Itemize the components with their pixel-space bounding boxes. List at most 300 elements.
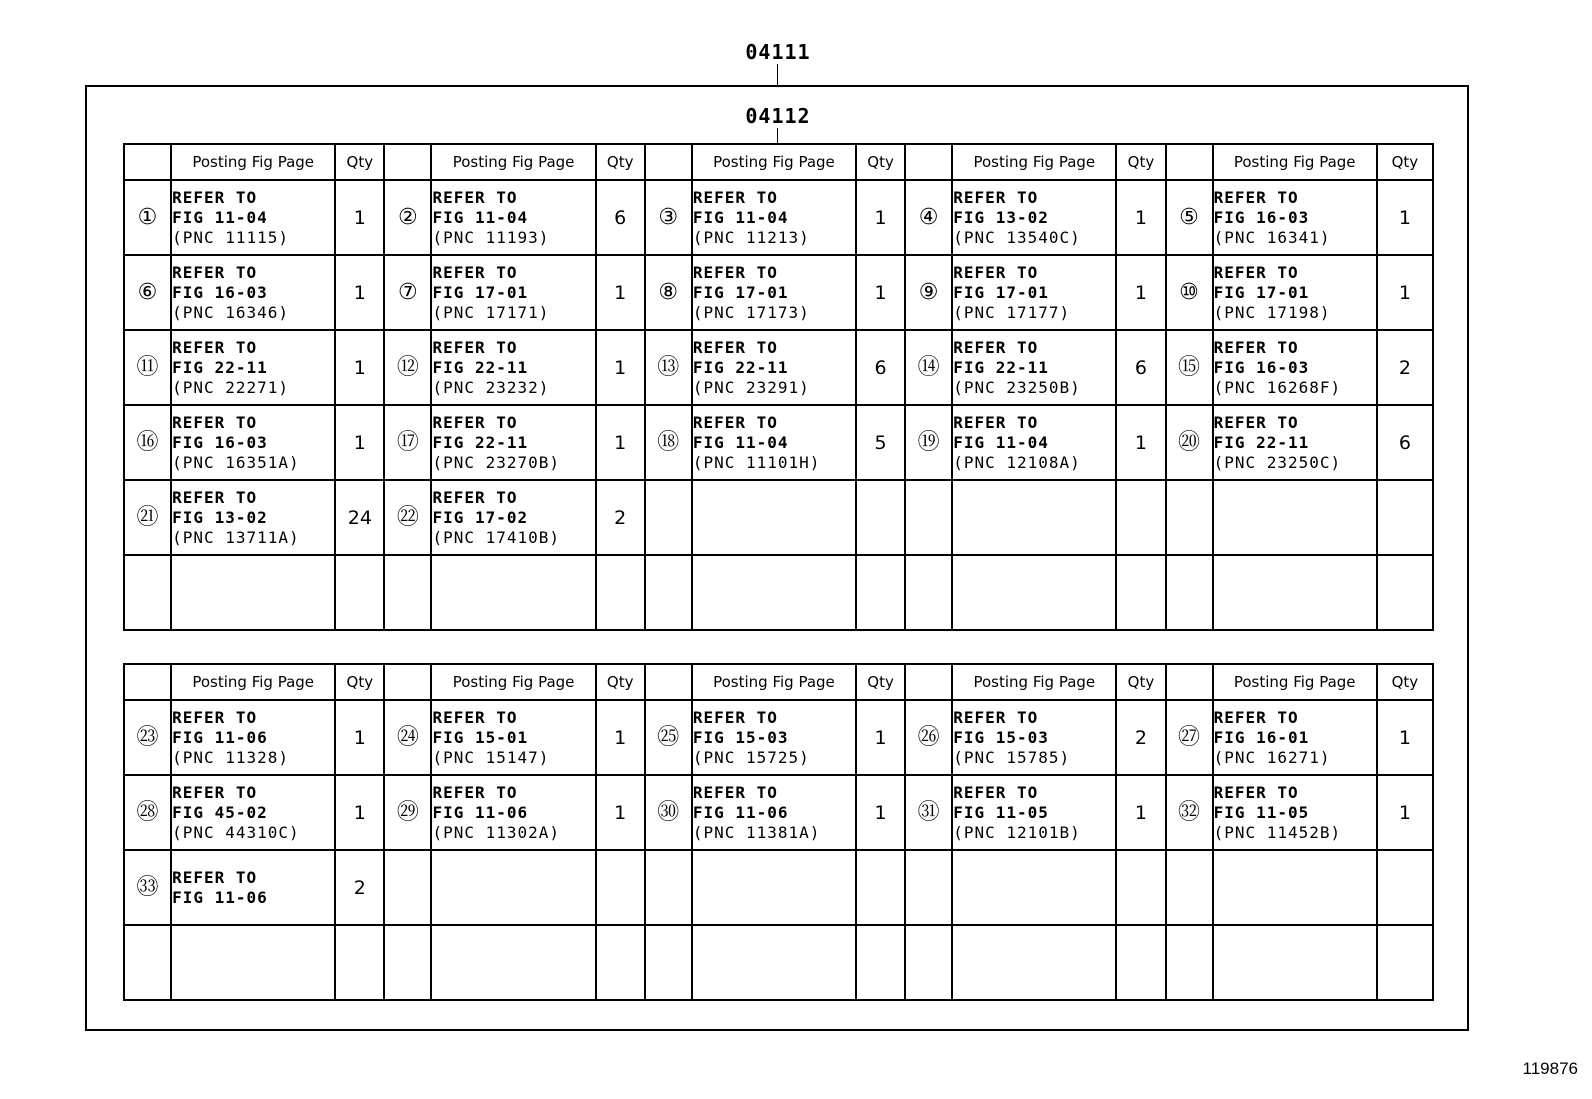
- pnc-reference: (PNC 11381A): [692, 822, 821, 842]
- fig-reference: FIG 22-11: [432, 432, 529, 452]
- item-number-cell: [384, 555, 431, 630]
- refer-to-text: REFER TO: [1213, 337, 1299, 357]
- refer-to-text: REFER TO: [1213, 412, 1299, 432]
- item-qty-cell: 1: [596, 255, 645, 330]
- item-reference-cell: [952, 480, 1116, 555]
- item-qty-cell: 1: [1116, 405, 1165, 480]
- item-number-cell: [1166, 405, 1213, 480]
- refer-to-text: REFER TO: [692, 782, 778, 802]
- table-row: [124, 405, 1433, 480]
- item-reference-cell: [1213, 405, 1377, 480]
- item-reference-cell: [952, 700, 1116, 775]
- header-num-cell: [1166, 664, 1213, 700]
- item-reference-cell: [171, 700, 335, 775]
- item-number-badge: ⑥: [137, 279, 158, 305]
- fig-reference: FIG 17-01: [432, 282, 529, 302]
- item-reference-cell: [692, 480, 856, 555]
- fig-reference: FIG 15-01: [432, 727, 529, 747]
- item-qty-cell: 2: [1377, 330, 1433, 405]
- fig-reference: FIG 17-01: [1213, 282, 1310, 302]
- item-reference-cell: [431, 700, 595, 775]
- fig-reference: FIG 11-06: [172, 887, 268, 907]
- fig-reference: FIG 15-03: [692, 727, 789, 747]
- item-qty-cell: 1: [856, 775, 905, 850]
- item-number-badge: ⑳: [1178, 429, 1201, 455]
- item-number-badge: ㉖: [917, 724, 940, 750]
- item-number-cell: [384, 925, 431, 1000]
- header-ref-cell: Posting Fig Page: [171, 144, 335, 180]
- fig-reference: FIG 11-06: [172, 727, 268, 747]
- fig-reference: FIG 17-02: [432, 507, 529, 527]
- refer-to-text: REFER TO: [692, 337, 778, 357]
- pnc-reference: (PNC 15147): [432, 747, 550, 767]
- fig-reference: FIG 16-03: [1213, 357, 1310, 377]
- item-qty-cell: 1: [856, 255, 905, 330]
- item-reference-cell: [692, 405, 856, 480]
- header-ref-cell: Posting Fig Page: [431, 664, 595, 700]
- pnc-reference: (PNC 15785): [953, 747, 1071, 767]
- item-reference-cell: [171, 925, 335, 1000]
- header-qty-cell: Qty: [1116, 664, 1165, 700]
- item-number-cell: [1166, 255, 1213, 330]
- pnc-reference: (PNC 11193): [432, 227, 550, 247]
- item-number-cell: [1166, 555, 1213, 630]
- fig-reference: FIG 11-04: [172, 207, 268, 227]
- fig-reference: FIG 22-11: [1213, 432, 1310, 452]
- item-number-cell: [905, 555, 952, 630]
- pnc-reference: (PNC 12101B): [953, 822, 1081, 842]
- refer-to-text: REFER TO: [172, 262, 258, 282]
- refer-to-text: REFER TO: [432, 262, 518, 282]
- item-qty-cell: [1377, 850, 1433, 925]
- pnc-reference: (PNC 11115): [172, 227, 290, 247]
- fig-reference: FIG 11-04: [692, 207, 789, 227]
- item-number-cell: [124, 330, 171, 405]
- item-number-badge: ⑰: [396, 429, 419, 455]
- fig-reference: FIG 22-11: [172, 357, 268, 377]
- refer-to-text: REFER TO: [953, 412, 1039, 432]
- item-qty-cell: [596, 850, 645, 925]
- item-number-badge: ⑤: [1179, 204, 1199, 230]
- item-number-cell: [124, 255, 171, 330]
- item-qty-cell: 2: [596, 480, 645, 555]
- refer-to-text: REFER TO: [953, 262, 1039, 282]
- item-number-badge: ㉓: [136, 724, 159, 750]
- item-number-cell: [905, 180, 952, 255]
- item-reference-cell: [692, 555, 856, 630]
- header-ref-cell: Posting Fig Page: [692, 144, 856, 180]
- item-number-cell: [124, 700, 171, 775]
- item-number-cell: [905, 775, 952, 850]
- table-row: [124, 330, 1433, 405]
- item-number-cell: [905, 330, 952, 405]
- item-reference-cell: [1213, 180, 1377, 255]
- fig-reference: FIG 15-03: [953, 727, 1049, 747]
- item-number-cell: [905, 850, 952, 925]
- subassembly-code-label: 04112: [745, 104, 811, 128]
- fig-reference: FIG 22-11: [432, 357, 529, 377]
- refer-to-text: REFER TO: [172, 867, 258, 887]
- item-reference-cell: [952, 555, 1116, 630]
- parts-reference-table-2: [123, 663, 1434, 1001]
- refer-to-text: REFER TO: [692, 262, 778, 282]
- header-ref-cell: Posting Fig Page: [1213, 144, 1377, 180]
- header-num-cell: [645, 664, 692, 700]
- item-qty-cell: 1: [1116, 775, 1165, 850]
- header-qty-cell: Qty: [596, 664, 645, 700]
- refer-to-text: REFER TO: [1213, 262, 1299, 282]
- item-number-badge: ㉕: [657, 724, 680, 750]
- item-qty-cell: [856, 555, 905, 630]
- item-number-cell: [645, 700, 692, 775]
- item-number-cell: [1166, 330, 1213, 405]
- item-number-badge: ⑪: [136, 354, 159, 380]
- header-ref-cell: Posting Fig Page: [431, 144, 595, 180]
- item-qty-cell: [1116, 925, 1165, 1000]
- item-reference-cell: [431, 405, 595, 480]
- pnc-reference: (PNC 17177): [953, 302, 1071, 322]
- item-number-cell: [645, 255, 692, 330]
- item-reference-cell: [431, 180, 595, 255]
- header-ref-cell: Posting Fig Page: [952, 144, 1116, 180]
- fig-reference: FIG 11-05: [953, 802, 1049, 822]
- refer-to-text: REFER TO: [692, 412, 778, 432]
- item-number-cell: [645, 775, 692, 850]
- refer-to-text: REFER TO: [692, 187, 778, 207]
- item-reference-cell: [1213, 480, 1377, 555]
- item-qty-cell: 1: [1377, 775, 1433, 850]
- item-number-cell: [645, 330, 692, 405]
- item-qty-cell: 1: [335, 405, 384, 480]
- item-qty-cell: [1377, 480, 1433, 555]
- item-reference-cell: [171, 850, 335, 925]
- refer-to-text: REFER TO: [172, 707, 258, 727]
- fig-reference: FIG 16-01: [1213, 727, 1310, 747]
- fig-reference: FIG 45-02: [172, 802, 268, 822]
- item-number-cell: [384, 480, 431, 555]
- header-qty-cell: Qty: [856, 664, 905, 700]
- assembly-code-label: 04111: [745, 40, 811, 64]
- refer-to-text: REFER TO: [172, 187, 258, 207]
- header-qty-cell: Qty: [335, 144, 384, 180]
- item-qty-cell: [596, 555, 645, 630]
- item-number-badge: ①: [137, 204, 158, 230]
- item-reference-cell: [692, 925, 856, 1000]
- item-qty-cell: 24: [335, 480, 384, 555]
- pnc-reference: (PNC 17171): [432, 302, 550, 322]
- item-reference-cell: [952, 405, 1116, 480]
- item-reference-cell: [431, 480, 595, 555]
- item-reference-cell: [431, 775, 595, 850]
- item-number-cell: [1166, 850, 1213, 925]
- item-qty-cell: 1: [1377, 255, 1433, 330]
- item-number-cell: [384, 775, 431, 850]
- item-number-badge: ㉙: [396, 799, 419, 825]
- item-number-cell: [124, 480, 171, 555]
- item-number-badge: ⑬: [657, 354, 680, 380]
- item-number-cell: [1166, 925, 1213, 1000]
- pnc-reference: (PNC 15725): [692, 747, 810, 767]
- fig-reference: FIG 17-01: [953, 282, 1049, 302]
- item-number-badge: ㉝: [136, 874, 159, 900]
- item-qty-cell: 2: [1116, 700, 1165, 775]
- refer-to-text: REFER TO: [432, 412, 518, 432]
- item-number-cell: [1166, 700, 1213, 775]
- item-qty-cell: [856, 480, 905, 555]
- item-number-badge: ②: [398, 204, 418, 230]
- fig-reference: FIG 11-06: [692, 802, 789, 822]
- item-qty-cell: 1: [1116, 255, 1165, 330]
- item-number-badge: ㉔: [396, 724, 419, 750]
- item-reference-cell: [1213, 925, 1377, 1000]
- pnc-reference: (PNC 44310C): [172, 822, 300, 842]
- fig-reference: FIG 11-04: [953, 432, 1049, 452]
- table-row: [124, 255, 1433, 330]
- header-num-cell: [124, 144, 171, 180]
- refer-to-text: REFER TO: [432, 782, 518, 802]
- refer-to-text: REFER TO: [953, 782, 1039, 802]
- item-qty-cell: 1: [1116, 180, 1165, 255]
- table-row: [124, 850, 1433, 925]
- item-qty-cell: 1: [596, 330, 645, 405]
- item-qty-cell: 6: [1116, 330, 1165, 405]
- refer-to-text: REFER TO: [172, 487, 258, 507]
- item-number-badge: ⑫: [396, 354, 419, 380]
- item-number-badge: ㉘: [136, 799, 159, 825]
- header-row: [124, 144, 1433, 180]
- item-reference-cell: [431, 255, 595, 330]
- item-qty-cell: 5: [856, 405, 905, 480]
- item-qty-cell: 1: [335, 330, 384, 405]
- item-qty-cell: 1: [1377, 180, 1433, 255]
- item-number-badge: ⑨: [918, 279, 939, 305]
- item-reference-cell: [692, 255, 856, 330]
- item-number-cell: [645, 405, 692, 480]
- item-number-badge: ④: [918, 204, 939, 230]
- refer-to-text: REFER TO: [953, 337, 1039, 357]
- fig-reference: FIG 16-03: [172, 282, 268, 302]
- item-number-cell: [645, 180, 692, 255]
- item-reference-cell: [171, 775, 335, 850]
- refer-to-text: REFER TO: [172, 337, 258, 357]
- item-reference-cell: [952, 330, 1116, 405]
- parts-reference-table-1: [123, 143, 1434, 631]
- item-reference-cell: [952, 775, 1116, 850]
- pnc-reference: (PNC 23270B): [432, 452, 561, 472]
- item-number-badge: ㉗: [1178, 724, 1201, 750]
- item-number-badge: ⑧: [658, 279, 679, 305]
- pnc-reference: (PNC 16351A): [172, 452, 300, 472]
- item-qty-cell: 1: [335, 700, 384, 775]
- pnc-reference: (PNC 11328): [172, 747, 290, 767]
- pnc-reference: (PNC 22271): [172, 377, 290, 397]
- pnc-reference: (PNC 12108A): [953, 452, 1081, 472]
- header-num-cell: [905, 144, 952, 180]
- item-number-cell: [124, 925, 171, 1000]
- table-row: [124, 700, 1433, 775]
- fig-reference: FIG 17-01: [692, 282, 789, 302]
- header-ref-cell: Posting Fig Page: [1213, 664, 1377, 700]
- fig-reference: FIG 11-04: [692, 432, 789, 452]
- pnc-reference: (PNC 23250C): [1213, 452, 1342, 472]
- pnc-reference: (PNC 17410B): [432, 527, 561, 547]
- pnc-reference: (PNC 13540C): [953, 227, 1081, 247]
- item-reference-cell: [431, 925, 595, 1000]
- refer-to-text: REFER TO: [432, 707, 518, 727]
- item-number-cell: [905, 405, 952, 480]
- pnc-reference: (PNC 16341): [1213, 227, 1331, 247]
- item-reference-cell: [952, 255, 1116, 330]
- figure-number: 119876: [1522, 1059, 1578, 1078]
- header-num-cell: [645, 144, 692, 180]
- item-reference-cell: [1213, 555, 1377, 630]
- header-qty-cell: Qty: [1377, 664, 1433, 700]
- item-number-badge: ⑮: [1178, 354, 1201, 380]
- header-qty-cell: Qty: [596, 144, 645, 180]
- item-reference-cell: [692, 850, 856, 925]
- item-number-cell: [1166, 180, 1213, 255]
- item-reference-cell: [171, 555, 335, 630]
- item-reference-cell: [171, 480, 335, 555]
- item-number-cell: [645, 850, 692, 925]
- item-number-badge: ⑯: [136, 429, 159, 455]
- item-number-cell: [384, 255, 431, 330]
- item-qty-cell: 6: [1377, 405, 1433, 480]
- pnc-reference: (PNC 11213): [692, 227, 810, 247]
- item-number-cell: [384, 405, 431, 480]
- header-qty-cell: Qty: [1116, 144, 1165, 180]
- item-reference-cell: [171, 255, 335, 330]
- header-ref-cell: Posting Fig Page: [952, 664, 1116, 700]
- item-number-cell: [384, 180, 431, 255]
- pnc-reference: (PNC 16271): [1213, 747, 1331, 767]
- item-number-cell: [645, 925, 692, 1000]
- item-reference-cell: [171, 330, 335, 405]
- fig-reference: FIG 22-11: [953, 357, 1049, 377]
- table-row: [124, 480, 1433, 555]
- item-reference-cell: [692, 330, 856, 405]
- item-number-cell: [645, 480, 692, 555]
- item-number-cell: [1166, 775, 1213, 850]
- pnc-reference: (PNC 23250B): [953, 377, 1081, 397]
- item-number-cell: [124, 850, 171, 925]
- item-reference-cell: [431, 555, 595, 630]
- item-number-badge: ㉑: [136, 504, 159, 530]
- item-qty-cell: [1116, 850, 1165, 925]
- pnc-reference: (PNC 16268F): [1213, 377, 1342, 397]
- fig-reference: FIG 22-11: [692, 357, 789, 377]
- item-qty-cell: 1: [335, 180, 384, 255]
- pnc-reference: (PNC 11452B): [1213, 822, 1342, 842]
- fig-reference: FIG 11-06: [432, 802, 529, 822]
- item-number-badge: ⑩: [1179, 279, 1199, 305]
- header-qty-cell: Qty: [1377, 144, 1433, 180]
- item-qty-cell: 1: [596, 405, 645, 480]
- header-num-cell: [384, 664, 431, 700]
- item-reference-cell: [952, 850, 1116, 925]
- item-reference-cell: [952, 925, 1116, 1000]
- item-reference-cell: [1213, 850, 1377, 925]
- item-reference-cell: [1213, 775, 1377, 850]
- item-number-cell: [384, 850, 431, 925]
- item-number-badge: ⑦: [398, 279, 418, 305]
- header-num-cell: [905, 664, 952, 700]
- item-reference-cell: [171, 180, 335, 255]
- item-number-cell: [124, 180, 171, 255]
- refer-to-text: REFER TO: [953, 187, 1039, 207]
- item-qty-cell: [856, 850, 905, 925]
- pnc-reference: (PNC 17198): [1213, 302, 1331, 322]
- refer-to-text: REFER TO: [432, 187, 518, 207]
- item-qty-cell: [596, 925, 645, 1000]
- pnc-reference: (PNC 11101H): [692, 452, 821, 472]
- fig-reference: FIG 16-03: [1213, 207, 1310, 227]
- item-qty-cell: 1: [335, 255, 384, 330]
- item-number-badge: ③: [658, 204, 679, 230]
- item-number-cell: [1166, 480, 1213, 555]
- refer-to-text: REFER TO: [953, 707, 1039, 727]
- header-qty-cell: Qty: [856, 144, 905, 180]
- item-qty-cell: 1: [596, 700, 645, 775]
- subassembly-leader-line: [777, 128, 778, 144]
- pnc-reference: (PNC 23291): [692, 377, 810, 397]
- item-reference-cell: [692, 700, 856, 775]
- table-row: [124, 775, 1433, 850]
- item-reference-cell: [1213, 255, 1377, 330]
- item-number-cell: [905, 480, 952, 555]
- fig-reference: FIG 16-03: [172, 432, 268, 452]
- table-row: [124, 925, 1433, 1000]
- item-qty-cell: 6: [856, 330, 905, 405]
- item-reference-cell: [692, 180, 856, 255]
- pnc-reference: (PNC 17173): [692, 302, 810, 322]
- item-reference-cell: [692, 775, 856, 850]
- header-num-cell: [384, 144, 431, 180]
- refer-to-text: REFER TO: [172, 412, 258, 432]
- item-qty-cell: [1116, 555, 1165, 630]
- pnc-reference: (PNC 11302A): [432, 822, 561, 842]
- item-qty-cell: [1377, 555, 1433, 630]
- item-qty-cell: 1: [856, 700, 905, 775]
- item-number-badge: ⑱: [657, 429, 680, 455]
- pnc-reference: (PNC 16346): [172, 302, 290, 322]
- item-number-cell: [124, 775, 171, 850]
- header-qty-cell: Qty: [335, 664, 384, 700]
- header-ref-cell: Posting Fig Page: [171, 664, 335, 700]
- fig-reference: FIG 13-02: [953, 207, 1049, 227]
- refer-to-text: REFER TO: [432, 487, 518, 507]
- item-qty-cell: 1: [856, 180, 905, 255]
- item-qty-cell: 1: [335, 775, 384, 850]
- table-row: [124, 180, 1433, 255]
- refer-to-text: REFER TO: [1213, 187, 1299, 207]
- item-reference-cell: [1213, 700, 1377, 775]
- assembly-leader-line: [777, 64, 778, 85]
- pnc-reference: (PNC 23232): [432, 377, 550, 397]
- item-qty-cell: [1377, 925, 1433, 1000]
- item-reference-cell: [431, 330, 595, 405]
- item-number-cell: [905, 925, 952, 1000]
- item-number-badge: ㉜: [1178, 799, 1201, 825]
- item-qty-cell: 1: [1377, 700, 1433, 775]
- item-qty-cell: 1: [596, 775, 645, 850]
- refer-to-text: REFER TO: [172, 782, 258, 802]
- item-number-cell: [384, 700, 431, 775]
- refer-to-text: REFER TO: [1213, 707, 1299, 727]
- item-number-cell: [905, 700, 952, 775]
- fig-reference: FIG 11-04: [432, 207, 529, 227]
- item-number-cell: [124, 405, 171, 480]
